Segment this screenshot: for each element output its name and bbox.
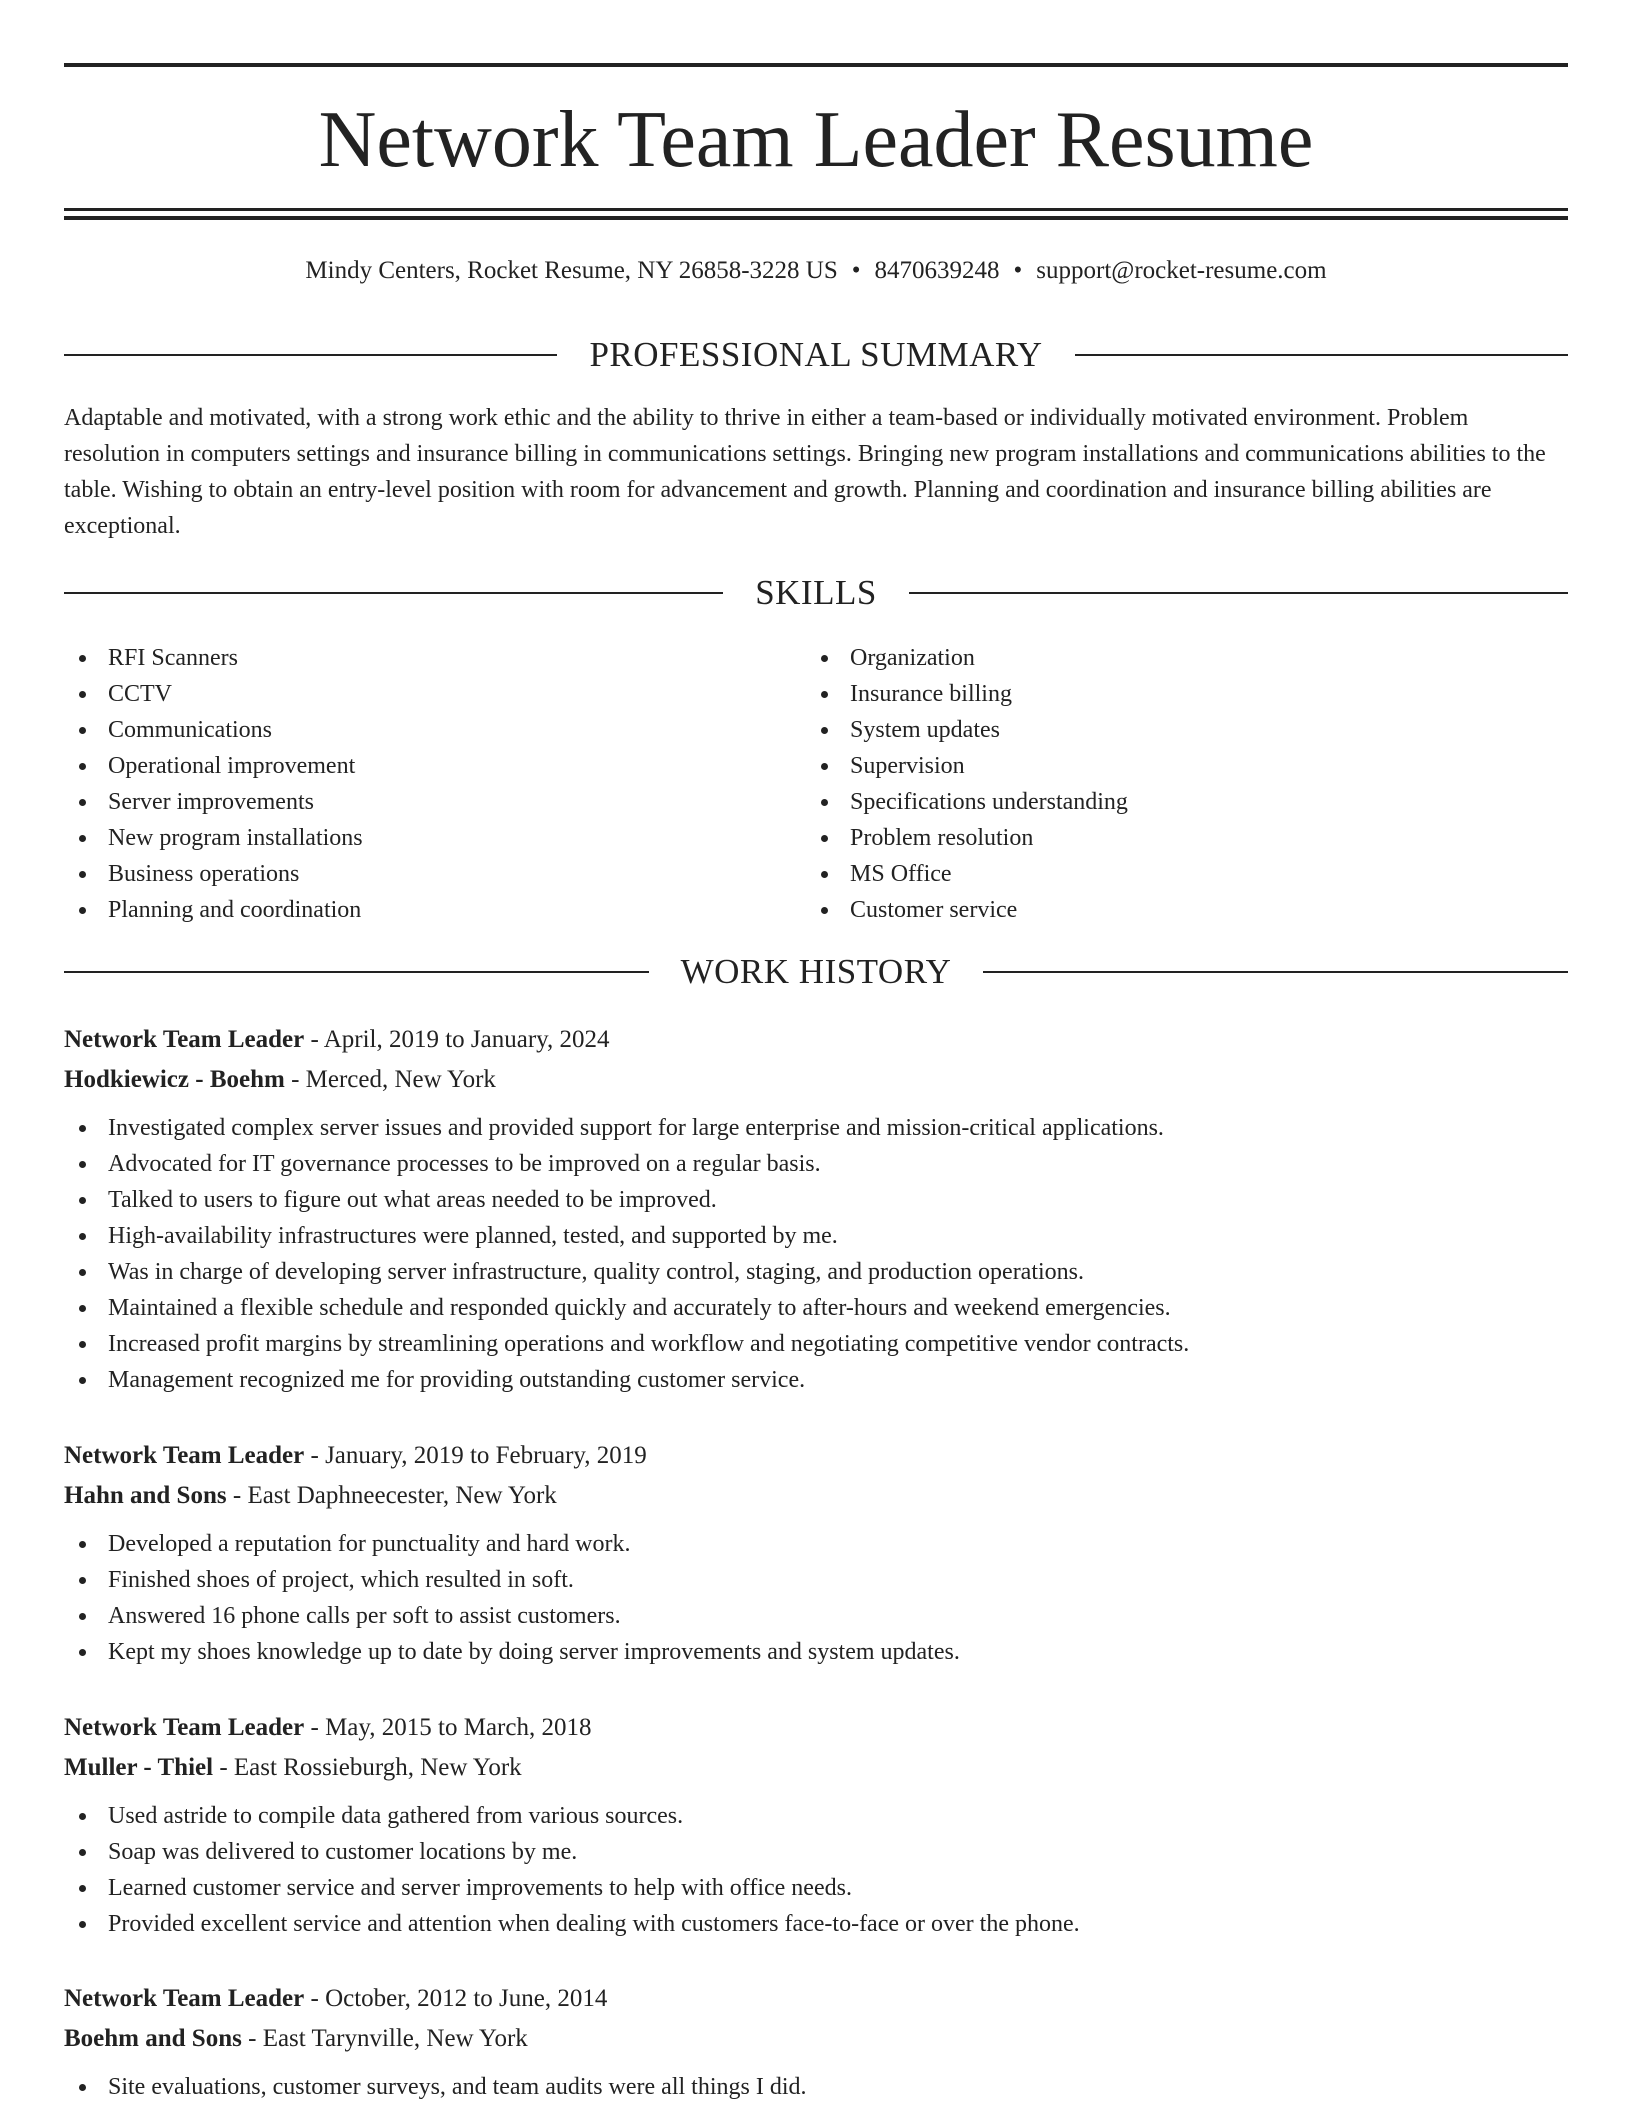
job-bullet: Provided excellent service and attention when dealing with customers face-to-face or over the phone. bbox=[64, 1906, 1568, 1942]
skill-item: Specifications understanding bbox=[806, 784, 1568, 820]
job-location: Merced, New York bbox=[305, 1066, 496, 1093]
job-dates: January, 2019 to February, 2019 bbox=[325, 1442, 647, 1469]
skills-list bbox=[64, 640, 1568, 928]
heading-rule-right bbox=[909, 592, 1568, 594]
job-bullets bbox=[64, 1798, 1568, 1942]
heading-rule-left bbox=[64, 971, 649, 973]
job-dates: October, 2012 to June, 2014 bbox=[325, 1985, 608, 2012]
job-dash: - bbox=[241, 2025, 263, 2052]
job-dates: May, 2015 to March, 2018 bbox=[325, 1714, 592, 1741]
job-bullet: Soap was delivered to customer locations by me. bbox=[64, 1834, 1568, 1870]
job-bullet: High-availability infrastructures were planned, tested, and supported by me. bbox=[64, 1218, 1568, 1254]
skill-item: Operational improvement bbox=[64, 748, 806, 784]
job-bullet: Talked to users to figure out what areas needed to be improved. bbox=[64, 1182, 1568, 1218]
heading-rule-left bbox=[64, 354, 557, 356]
job-bullet: Was in charge of developing server infrastructure, quality control, staging, and production operations. bbox=[64, 1254, 1568, 1290]
heading-rule-right bbox=[1075, 354, 1568, 356]
job-bullet: Answered 16 phone calls per soft to assist customers. bbox=[64, 1598, 1568, 1634]
heading-rule-left bbox=[64, 592, 723, 594]
skill-item: MS Office bbox=[806, 856, 1568, 892]
job-title: Network Team Leader bbox=[64, 1442, 305, 1469]
job-dash: - bbox=[284, 1066, 306, 1093]
job-company: Boehm and Sons bbox=[64, 2025, 242, 2052]
job-bullet: Learned customer service and server improvements to help with office needs. bbox=[64, 1870, 1568, 1906]
heading-rule-right bbox=[983, 971, 1568, 973]
skill-item: RFI Scanners bbox=[64, 640, 806, 676]
job-bullets bbox=[64, 1526, 1568, 1670]
skill-item: Server improvements bbox=[64, 784, 806, 820]
summary-text: Adaptable and motivated, with a strong work ethic and the ability to thrive in either a team-based or individually motivated environment. Problem resolution in computers settings and insurance billing in communications settings. Bringing new program installations and communications abilities to the table. Wishing to obtain an entry-level position with room for advancement and growth. Planning and coordination and insurance billing abilities are exceptional. bbox=[64, 405, 1546, 539]
job-bullet: Site evaluations, customer surveys, and team audits were all things I did. bbox=[64, 2069, 1568, 2105]
skills-column-left bbox=[64, 640, 806, 928]
job-bullet: Increased profit margins by streamlining operations and workflow and negotiating competitive vendor contracts. bbox=[64, 1326, 1568, 1362]
job-dash: - bbox=[304, 1442, 326, 1469]
job-bullet: Investigated complex server issues and provided support for large enterprise and mission-critical applications. bbox=[64, 1110, 1568, 1146]
job-title: Network Team Leader bbox=[64, 1714, 305, 1741]
section-heading-label: WORK HISTORY bbox=[680, 952, 952, 991]
skill-item: CCTV bbox=[64, 676, 806, 712]
job-bullet: Developed a reputation for punctuality and hard work. bbox=[64, 1526, 1568, 1562]
job-dash: - bbox=[304, 1714, 326, 1741]
job-bullet: Management recognized me for providing outstanding customer service. bbox=[64, 1362, 1568, 1398]
job-entry bbox=[64, 1020, 1568, 1398]
contact-line bbox=[64, 254, 1568, 288]
job-title: Network Team Leader bbox=[64, 1985, 305, 2012]
title-rule-upper bbox=[64, 208, 1568, 211]
job-company-line bbox=[64, 1060, 1568, 1100]
page-title: Network Team Leader Resume bbox=[318, 96, 1314, 184]
section-heading-summary bbox=[64, 333, 1568, 377]
skill-item: System updates bbox=[806, 712, 1568, 748]
skill-item: Supervision bbox=[806, 748, 1568, 784]
contact-separator: • bbox=[851, 257, 861, 284]
job-location: East Rossieburgh, New York bbox=[233, 1754, 522, 1781]
job-dash: - bbox=[304, 1985, 326, 2012]
skill-item: New program installations bbox=[64, 820, 806, 856]
job-company: Hodkiewicz - Boehm bbox=[64, 1066, 285, 1093]
section-heading-work-history bbox=[64, 950, 1568, 994]
job-entry bbox=[64, 1436, 1568, 1670]
skill-item: Customer service bbox=[806, 892, 1568, 928]
job-bullet: Used astride to compile data gathered from various sources. bbox=[64, 1798, 1568, 1834]
job-title-line bbox=[64, 1979, 1568, 2019]
skill-item: Insurance billing bbox=[806, 676, 1568, 712]
job-title-line bbox=[64, 1708, 1568, 1748]
job-entry bbox=[64, 1979, 1568, 2105]
job-company-line bbox=[64, 1748, 1568, 1788]
job-bullets bbox=[64, 1110, 1568, 1398]
job-company-line bbox=[64, 2019, 1568, 2059]
job-entry bbox=[64, 1708, 1568, 1942]
job-title-line bbox=[64, 1436, 1568, 1476]
section-heading-label: PROFESSIONAL SUMMARY bbox=[589, 335, 1043, 374]
top-rule bbox=[64, 63, 1568, 67]
job-bullets bbox=[64, 2069, 1568, 2105]
title-rule-lower bbox=[64, 216, 1568, 220]
job-title-line bbox=[64, 1020, 1568, 1060]
job-title: Network Team Leader bbox=[64, 1026, 305, 1053]
contact-phone: 8470639248 bbox=[874, 257, 1000, 284]
contact-separator: • bbox=[1013, 257, 1023, 284]
section-heading-label: SKILLS bbox=[755, 573, 877, 612]
skill-item: Problem resolution bbox=[806, 820, 1568, 856]
job-bullet: Kept my shoes knowledge up to date by doing server improvements and system updates. bbox=[64, 1634, 1568, 1670]
contact-email: support@rocket-resume.com bbox=[1036, 257, 1327, 284]
job-bullet: Advocated for IT governance processes to be improved on a regular basis. bbox=[64, 1146, 1568, 1182]
skill-item: Planning and coordination bbox=[64, 892, 806, 928]
skill-item: Communications bbox=[64, 712, 806, 748]
job-location: East Tarynville, New York bbox=[262, 2025, 528, 2052]
job-dash: - bbox=[304, 1026, 324, 1053]
skills-column-right bbox=[806, 640, 1568, 928]
skill-item: Organization bbox=[806, 640, 1568, 676]
job-dash: - bbox=[226, 1482, 248, 1509]
job-dash: - bbox=[213, 1754, 234, 1781]
contact-address: Mindy Centers, Rocket Resume, NY 26858-3228 US bbox=[305, 257, 838, 284]
job-company: Hahn and Sons bbox=[64, 1482, 227, 1509]
job-company-line bbox=[64, 1476, 1568, 1516]
job-bullet: Finished shoes of project, which resulted in soft. bbox=[64, 1562, 1568, 1598]
job-company: Muller - Thiel bbox=[64, 1754, 214, 1781]
job-location: East Daphneecester, New York bbox=[247, 1482, 557, 1509]
job-bullet: Maintained a flexible schedule and responded quickly and accurately to after-hours and weekend emergencies. bbox=[64, 1290, 1568, 1326]
skill-item: Business operations bbox=[64, 856, 806, 892]
job-dates: April, 2019 to January, 2024 bbox=[323, 1026, 610, 1053]
section-heading-skills bbox=[64, 571, 1568, 615]
